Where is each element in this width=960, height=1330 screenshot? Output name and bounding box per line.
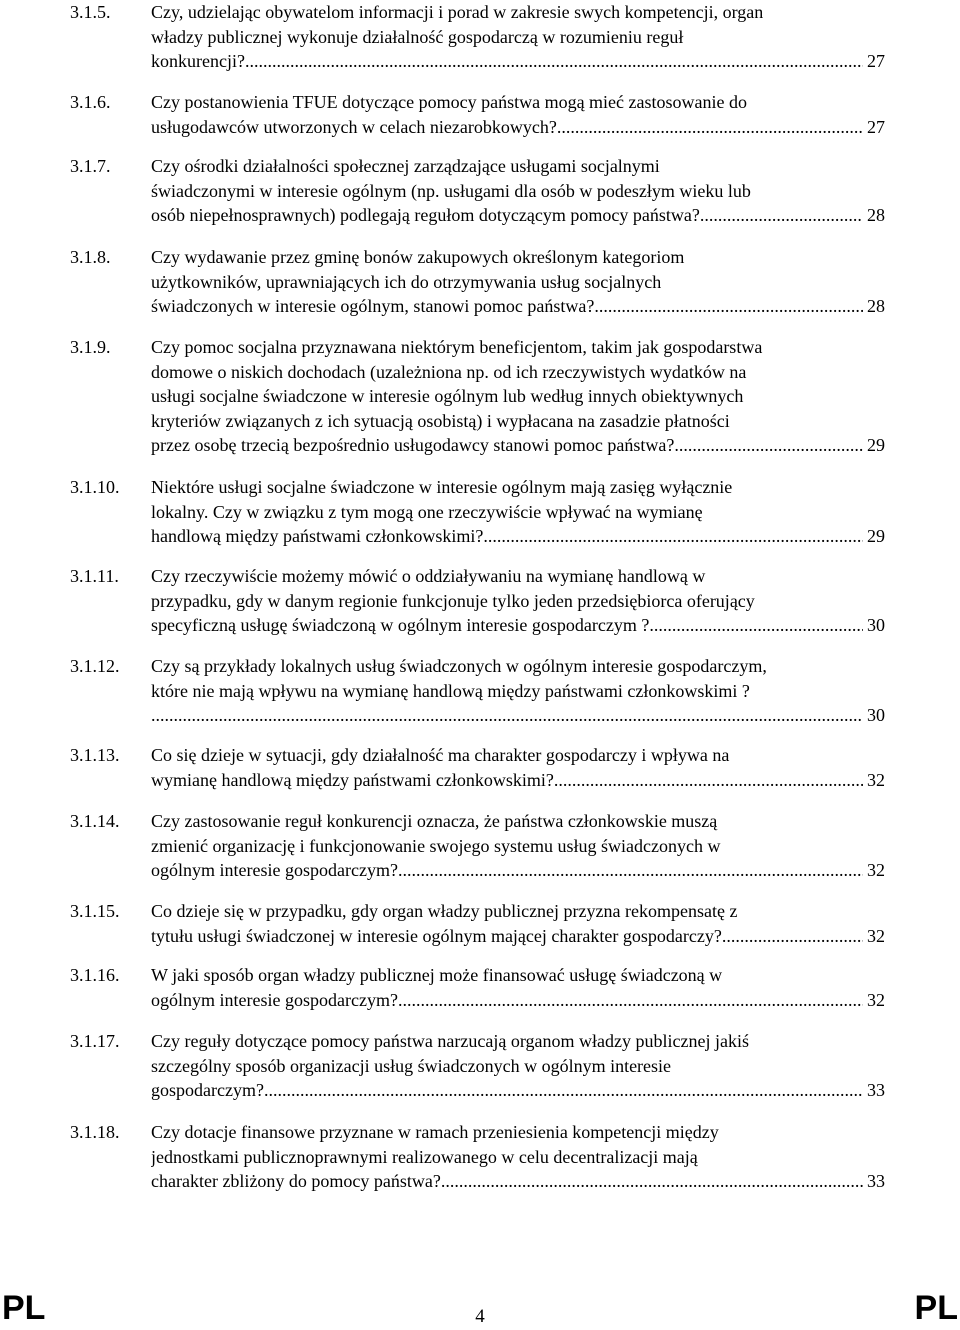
toc-entry-line: Czy są przykłady lokalnych usług świadczonych w ogólnym interesie gospodarczym,	[151, 656, 767, 676]
toc-entry-last-line	[151, 49, 885, 74]
toc-entry-line: świadczonymi w interesie ogólnym (np. usługami dla osób w podeszłym wieku lub	[151, 180, 751, 201]
toc-entry-number: 3.1.18.	[70, 1122, 120, 1142]
toc-entry-line: Co dzieje się w przypadku, gdy organ władzy publicznej przyzna rekompensatę z	[151, 901, 738, 921]
toc-page-number: 32	[867, 769, 885, 790]
toc-entry-line: Czy rzeczywiście możemy mówić o oddziaływaniu na wymianę handlową w	[151, 566, 706, 586]
toc-entry-title	[151, 245, 885, 319]
toc-entry-title	[151, 154, 885, 228]
toc-entry-number: 3.1.15.	[70, 901, 120, 921]
dot-leader	[398, 858, 863, 883]
toc-entry-title	[151, 564, 885, 638]
dot-leader	[722, 924, 863, 949]
toc-entry-last-line	[151, 703, 885, 728]
dot-leader	[674, 433, 863, 458]
toc-entry-line: ogólnym interesie gospodarczym?	[151, 860, 398, 880]
toc-page-number: 32	[867, 860, 885, 880]
toc-page-number: 32	[867, 925, 885, 946]
dot-leader	[441, 1169, 863, 1194]
toc-entry-number: 3.1.9.	[70, 337, 111, 357]
toc-entry-number: 3.1.6.	[70, 92, 111, 112]
toc-entry-title	[151, 743, 885, 792]
toc-entry-line: wymianę handlową między państwami członkowskimi?	[151, 769, 554, 790]
toc-entry-line: szczególny sposób organizacji usług świadczonych w ogólnym interesie	[151, 1055, 672, 1076]
toc-entry-line: Czy postanowienia TFUE dotyczące pomocy państwa mogą mieć zastosowanie do	[151, 92, 748, 112]
footer-page-number: 4	[475, 1306, 485, 1327]
dot-leader	[700, 203, 863, 228]
toc-entry-number: 3.1.13.	[70, 745, 120, 765]
toc-entry-last-line	[151, 768, 885, 793]
toc-entry-line: W jaki sposób organ władzy publicznej może finansować usługę świadczoną w	[151, 965, 723, 985]
toc-entry-number: 3.1.17.	[70, 1031, 120, 1051]
toc-entry-last-line	[151, 924, 885, 949]
toc-entry-title	[151, 654, 885, 728]
toc-entry-line: świadczonych w interesie ogólnym, stanowi pomoc państwa?	[151, 296, 595, 316]
toc-entry-line: Niektóre usługi socjalne świadczone w interesie ogólnym mają zasięg wyłącznie	[151, 477, 733, 497]
toc-entry-title	[151, 963, 885, 1012]
toc-page-number: 27	[867, 51, 885, 71]
toc-entry-title	[151, 90, 885, 139]
toc-entry-last-line	[151, 1078, 885, 1103]
footer-language-code-left: PL	[2, 1289, 46, 1327]
toc-entry-last-line	[151, 858, 885, 883]
toc-entry-line: przez osobę trzecią bezpośrednio usługodawcy stanowi pomoc państwa?	[151, 435, 675, 455]
toc-entry-line: charakter zbliżony do pomocy państwa?	[151, 1171, 441, 1191]
toc-entry-line: Czy dotacje finansowe przyznane w ramach przeniesienia kompetencji między	[151, 1122, 719, 1142]
toc-entry-number: 3.1.14.	[70, 811, 120, 831]
dot-leader	[557, 115, 863, 140]
toc-entry-line: ogólnym interesie gospodarczym?	[151, 989, 398, 1010]
toc-entry-line: Czy, udzielając obywatelom informacji i porad w zakresie swych kompetencji, organ	[151, 2, 764, 22]
toc-entry-last-line	[151, 203, 885, 228]
toc-entry-line: jednostkami publicznoprawnymi realizowanego w celu decentralizacji mają	[151, 1146, 698, 1167]
toc-entry-line: usługi socjalne świadczone w interesie ogólnym lub według innych obiektywnych	[151, 386, 744, 406]
toc-entry-number: 3.1.7.	[70, 156, 111, 176]
toc-page-number: 32	[867, 989, 885, 1010]
toc-entry-title	[151, 335, 885, 458]
dot-leader	[151, 703, 863, 728]
toc-page-number: 27	[867, 116, 885, 137]
toc-entry-line: Co się dzieje w sytuacji, gdy działalność ma charakter gospodarczy i wpływa na	[151, 745, 730, 765]
toc-page-number: 30	[867, 615, 885, 635]
toc-page-number: 30	[867, 705, 885, 725]
dot-leader	[245, 49, 863, 74]
toc-entry-number: 3.1.11.	[70, 566, 119, 586]
toc-entry-line: zmienić organizację i funkcjonowanie swojego systemu usług świadczonych w	[151, 835, 721, 856]
toc-entry-line: władzy publicznej wykonuje działalność gospodarczą w rozumieniu reguł	[151, 26, 684, 47]
toc-entry-number: 3.1.16.	[70, 965, 120, 985]
footer-language-code-right: PL	[914, 1289, 958, 1327]
toc-entry-title	[151, 475, 885, 549]
dot-leader	[398, 988, 863, 1013]
toc-entry-line: lokalny. Czy w związku z tym mogą one rzeczywiście wpływać na wymianę	[151, 501, 703, 522]
toc-entry-line: domowe o niskich dochodach (uzależniona np. od ich rzeczywistych wydatków na	[151, 361, 747, 382]
toc-entry-line: Czy reguły dotyczące pomocy państwa narzucają organom władzy publicznej jakiś	[151, 1031, 749, 1051]
toc-entry-last-line	[151, 524, 885, 549]
toc-entry-last-line	[151, 988, 885, 1013]
dot-leader	[483, 524, 863, 549]
toc-entry-title	[151, 1029, 885, 1103]
toc-entry-line: użytkowników, uprawniających ich do otrzymywania usług socjalnych	[151, 271, 662, 292]
toc-entry-line: tytułu usługi świadczonej w interesie ogólnym mającej charakter gospodarczy?	[151, 925, 722, 946]
dot-leader	[594, 294, 863, 319]
toc-entry-line: specyficzną usługę świadczoną w ogólnym interesie gospodarczym ?	[151, 615, 650, 635]
toc-entry-line: handlową między państwami członkowskimi?	[151, 526, 484, 546]
dot-leader	[649, 613, 863, 638]
toc-entry-number: 3.1.5.	[70, 2, 111, 22]
toc-entry-title	[151, 899, 885, 948]
toc-entry-last-line	[151, 613, 885, 638]
toc-page-number: 33	[867, 1171, 885, 1191]
toc-page-number: 28	[867, 296, 885, 316]
toc-entry-line: Czy ośrodki działalności społecznej zarządzające usługami socjalnymi	[151, 156, 660, 176]
toc-entry-last-line	[151, 115, 885, 140]
toc-entry-line: Czy pomoc socjalna przyznawana niektórym beneficjentom, takim jak gospodarstwa	[151, 337, 763, 357]
toc-entry-number: 3.1.12.	[70, 656, 120, 676]
toc-entry-last-line	[151, 433, 885, 458]
toc-entry-last-line	[151, 1169, 885, 1194]
toc-entry-line: przypadku, gdy w danym regionie funkcjonuje tylko jeden przedsiębiorca oferujący	[151, 590, 755, 611]
toc-entry-line: konkurencji?	[151, 51, 245, 71]
toc-entry-last-line	[151, 294, 885, 319]
toc-entry-line: kryteriów związanych z ich sytuacją osobistą) i wypłacana na zasadzie płatności	[151, 410, 730, 431]
toc-entry-line: które nie mają wpływu na wymianę handlową między państwami członkowskimi ?	[151, 680, 750, 701]
toc-page-number: 29	[867, 526, 885, 546]
toc-entry-line: usługodawców utworzonych w celach niezarobkowych?	[151, 116, 557, 137]
toc-entry-title	[151, 1120, 885, 1194]
dot-leader	[264, 1078, 863, 1103]
toc-entry-number: 3.1.8.	[70, 247, 111, 267]
toc-page-number: 29	[867, 435, 885, 455]
toc-entry-line: osób niepełnosprawnych) podlegają regułom dotyczącym pomocy państwa?	[151, 205, 700, 225]
dot-leader	[554, 768, 863, 793]
toc-entry-line: gospodarczym?	[151, 1080, 264, 1100]
toc-entry-title	[151, 0, 885, 74]
toc-entry-line: Czy wydawanie przez gminę bonów zakupowych określonym kategoriom	[151, 247, 685, 267]
toc-entry-number: 3.1.10.	[70, 477, 120, 497]
toc-page-number: 28	[867, 205, 885, 225]
toc-entry-line: Czy zastosowanie reguł konkurencji oznacza, że państwa członkowskie muszą	[151, 811, 718, 831]
toc-entry-title	[151, 809, 885, 883]
toc-page-number: 33	[867, 1080, 885, 1100]
